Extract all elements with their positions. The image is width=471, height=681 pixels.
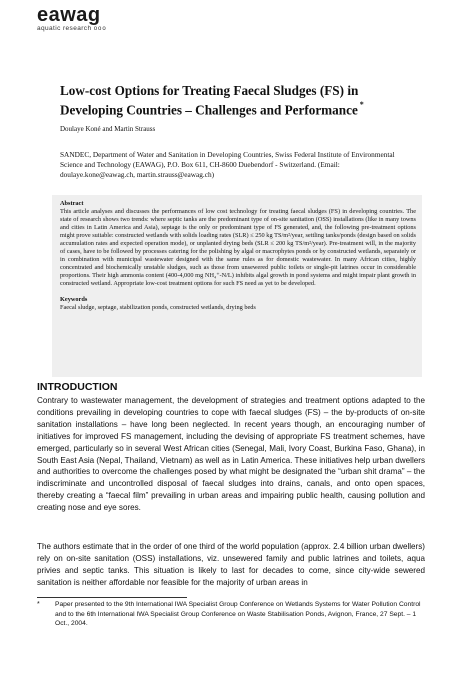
logo-wordmark: eawag [37, 4, 101, 26]
eawag-logo [37, 5, 107, 32]
authors: Doulaye Koné and Martin Strauss [60, 125, 156, 133]
abstract-box [52, 195, 422, 377]
paper-title-text: Low-cost Options for Treating Faecal Sludges (FS) in Developing Countries – Challenges and Performance [60, 83, 359, 118]
footnote-mark: * [37, 601, 40, 608]
introduction-paragraph-1: Contrary to wastewater management, the development of strategies and treatment options adapted to the conditions prevailing in developing countries to cope with faecal sludges (FS) – the by-products of on-site sanitation installations – have long been neglected. In recent years though, an encouraging number of initiatives for improved FS management, including the devising of appropriate FS treatment schemes, have emerged, particularly so in several West African cities (Senegal, Mali, Ivory Coast, Burkina Faso, Ghana), in South East Asia (Nepal, Thailand, Vietnam) as well as in Latin America. These initiatives help urban dwellers and authorities to overcome the challenges posed by what might be designated the “urban shit drama” – the indiscriminate and uncontrolled disposal of faecal sludges into drains, canals, and onto open spaces, thereby creating a “faecal film” prevailing in urban areas and impairing public health, causing pollution and creating nose and eye sores. [37, 396, 425, 513]
introduction-heading: INTRODUCTION [37, 381, 118, 393]
abstract-heading: Abstract [60, 200, 84, 207]
logo-tagline-text: aquatic research [37, 25, 92, 32]
abstract-content [60, 200, 416, 312]
abstract-text: This article analyses and discusses the performances of low cost technology for treating faecal sludges (FS) in developing countries. The state of research shows two trends: where septic tanks are the predominant type of on-site sanitation (OSS) installations (like in many towns and cities in Latin America and Asia), septage is the only or predominant type of FS generated, and, the following pre-treatment options might prove suitable: constructed wetlands with solids loading rates (SLR) ≤ 250 kg TS/m²/year, settling tanks/ponds (design based on solids accumulation rates and expected operation mode), or unplanted drying beds (SLR ≤ 200 kg TS/m²/year). Pre-treatment will, in the majority of cases, have to be followed by processes catering for the polishing by algal or macrophytes ponds or by constructed wetlands, separately or in combination with municipal wastewater designed with the same rules as for domestic wastewater. In many African cities, highly concentrated and biochemically unstable sludges, such as those from unsewered public toilets or single-pit latrines occur in considerable proportions. Their high ammonia content (400-4,000 mg NH₄⁺-N/L) inhibits algal growth in pond systems and might impair plant growth in constructed wetland. Appropriate low-cost treatment options for such FS need as yet to be developed. [60, 208, 416, 288]
affiliation: SANDEC, Department of Water and Sanitation in Developing Countries, Swiss Federal Institute of Environmental Science and Technology (EAWAG), P.O. Box 611, CH-8600 Duebendorf - Switzerland. (Email: doulaye.kone@eawag.ch, martin.strauss@eawag.ch) [60, 150, 395, 180]
footnote-divider [37, 597, 187, 598]
logo-dots: ooo [93, 26, 107, 32]
title-footnote-mark: * [359, 100, 364, 109]
keywords-text: Faecal sludge, septage, stabilization ponds, constructed wetlands, drying beds [60, 303, 256, 311]
footnote [37, 600, 422, 629]
footnote-text: Paper presented to the 9th International IWA Specialist Group Conference on Wetlands Systems for Water Pollution Control and to the 6th International IWA Specialist Group Conference on Waste Stabilisation Ponds, Avignon, France, 27 Sept. – 1 Oct., 2004. [55, 601, 421, 627]
introduction-paragraph-2: The authors estimate that in the order of one third of the world population (approx. 2.4 billion urban dwellers) rely on on-site sanitation (OSS) installations, viz. unsewered family and public latrines and toilets, aqua privies and septic tanks. This situation is likely to last for decades to come, since city-wide sewered sanitation is neither affordable nor feasible for the majority of urban areas in [37, 542, 425, 587]
keywords-heading: Keywords [60, 295, 88, 303]
logo-tagline [37, 25, 107, 32]
paper-title [60, 83, 390, 118]
